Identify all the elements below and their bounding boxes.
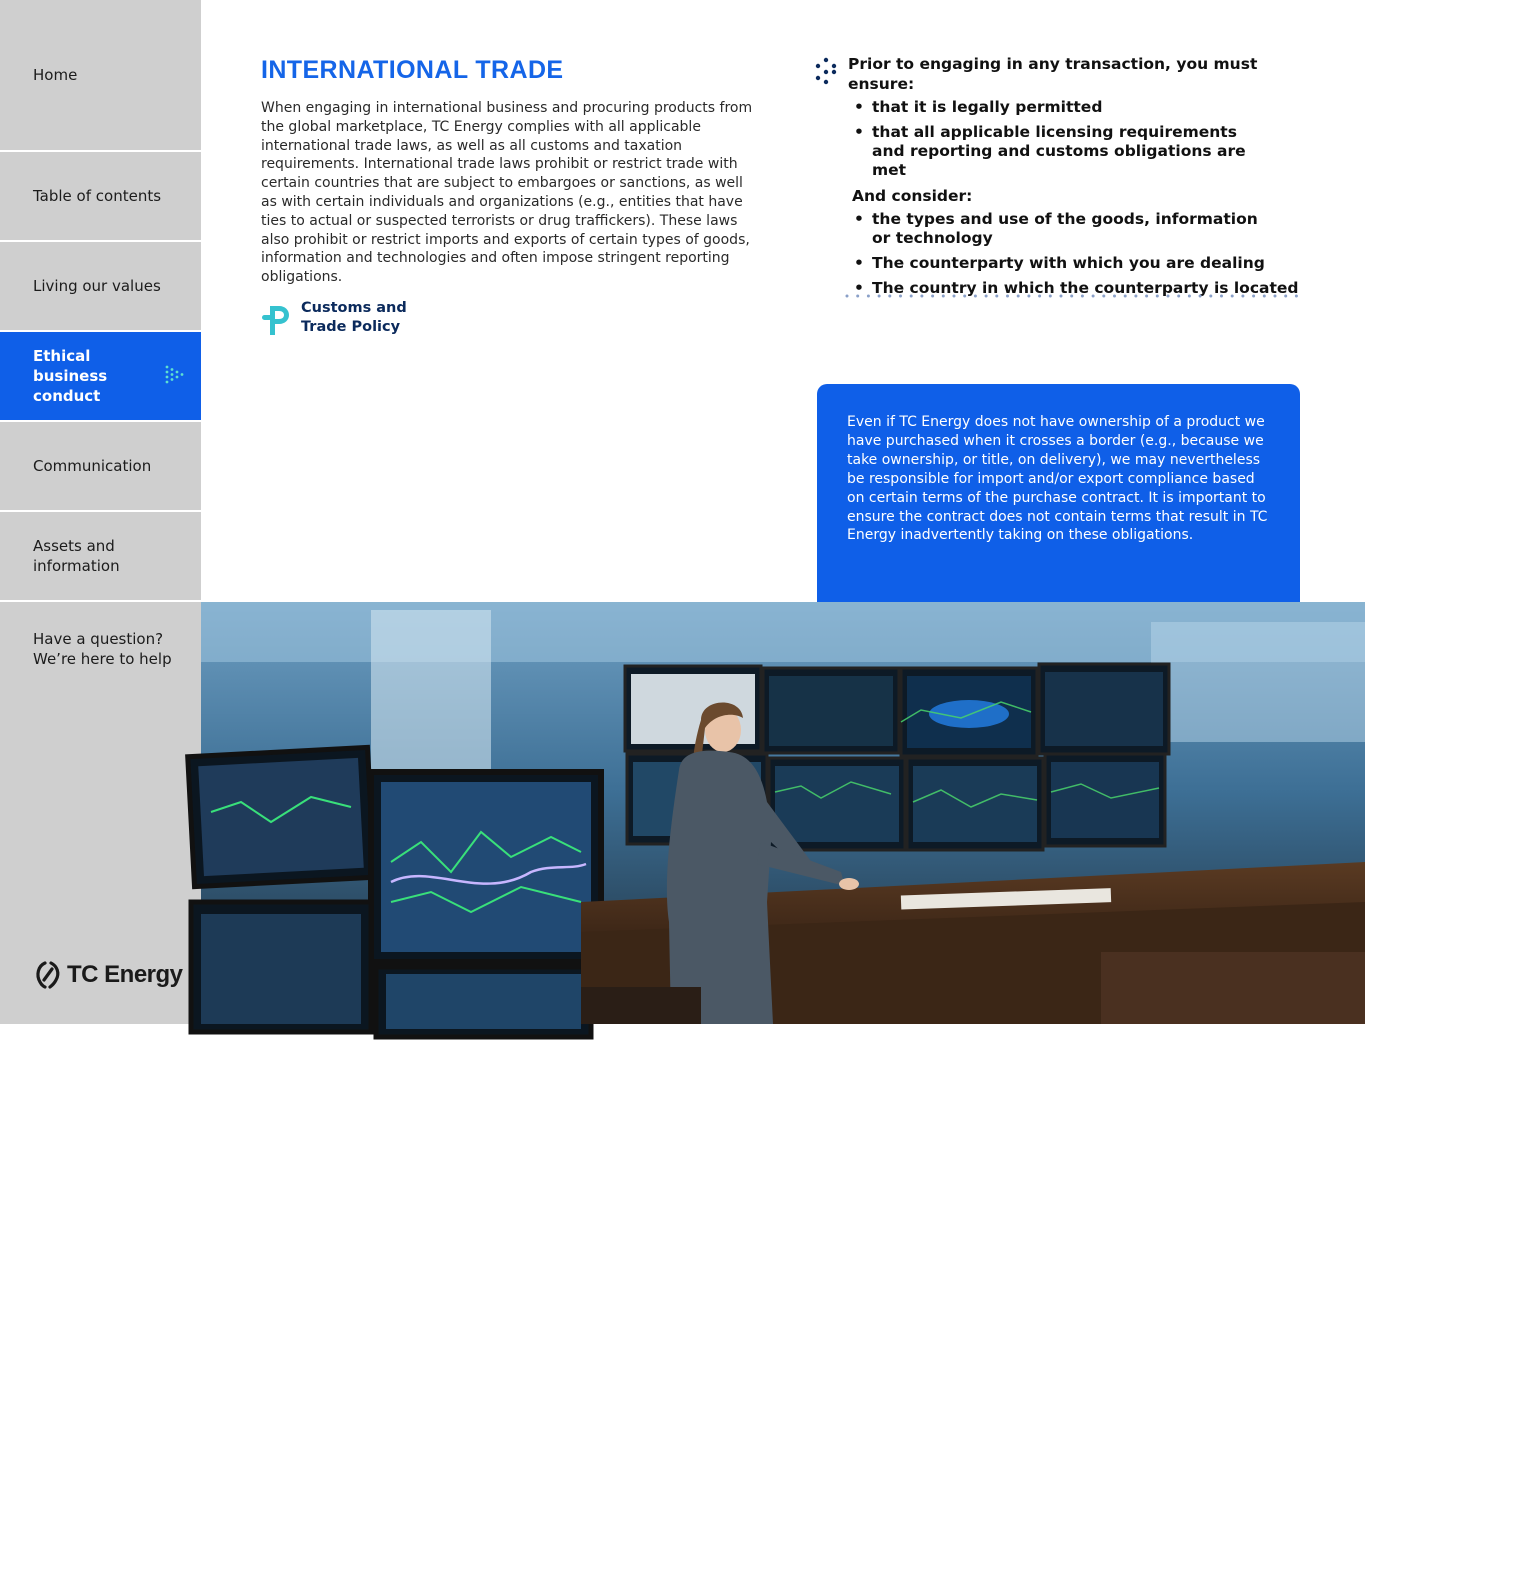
customs-trade-policy-link[interactable] bbox=[261, 299, 407, 338]
list-item: • The counterparty with which you are dealing bbox=[852, 254, 1308, 273]
nav-ethical-business-conduct[interactable] bbox=[0, 332, 201, 422]
nav-label: Ethical business conduct bbox=[33, 347, 108, 405]
checklist-dots-icon bbox=[813, 57, 839, 85]
nav-label: Communication bbox=[33, 457, 152, 475]
nav-label: Assets and information bbox=[33, 537, 120, 575]
ensure-list bbox=[848, 98, 1308, 180]
nav-living-our-values[interactable] bbox=[0, 242, 201, 332]
nav-table-of-contents[interactable] bbox=[0, 152, 201, 242]
list-item: • The country in which the counterparty is located bbox=[852, 279, 1308, 298]
footer-doc-title: Code of Business Ethics Policy bbox=[1327, 1574, 1494, 1587]
footer-separator: – bbox=[1314, 1574, 1328, 1587]
logo-text: TC Energy bbox=[67, 961, 183, 988]
nav-have-a-question[interactable] bbox=[0, 602, 201, 694]
callout-text: Even if TC Energy does not have ownership of a product we have purchased when it crosses a border (e.g., because we take ownership, or title, on delivery), we may nevertheless be responsible for import and/or export compliance based on certain terms of the purchase contract. It is important to ensure the contract does not contain terms that result in TC Energy inadvertently taking on these obligations. bbox=[847, 414, 1268, 544]
nav-home[interactable] bbox=[0, 0, 201, 152]
policy-p-icon bbox=[261, 302, 291, 338]
control-room-photo bbox=[201, 602, 1525, 1587]
consider-list bbox=[848, 210, 1308, 298]
tc-energy-logo[interactable] bbox=[33, 960, 183, 990]
footer-brand: TC Energy bbox=[1252, 1574, 1315, 1587]
list-item: • that all applicable licensing requirements and reporting and customs obligations are met bbox=[852, 123, 1308, 180]
nav-label: Home bbox=[33, 66, 78, 84]
list-item: • that it is legally permitted bbox=[852, 98, 1308, 117]
dotted-divider bbox=[845, 293, 1301, 299]
nav-assets-and-information[interactable] bbox=[0, 512, 201, 602]
sidebar-nav bbox=[0, 0, 201, 1024]
nav-label: Table of contents bbox=[33, 187, 162, 205]
ownership-callout bbox=[817, 384, 1300, 602]
policy-link-line1: Customs and bbox=[301, 300, 407, 316]
page-number: 25 bbox=[1511, 1574, 1525, 1587]
intro-paragraph: When engaging in international business and procuring products from the global marketplace, TC Energy complies with all applicable international trade laws, as well as all customs and taxation requirements. International trade laws prohibit or restrict trade with certain countries that are subject to embargoes or sanctions, as well as with certain individuals and organizations (e.g., entities that have ties to actual or suspected terrorists or drug traffickers). These laws also prohibit or restrict imports and exports of certain types of goods, information and technologies and often impose stringent reporting obligations. bbox=[261, 100, 753, 286]
policy-link-line2: Trade Policy bbox=[301, 319, 401, 335]
checklist-heading: Prior to engaging in any transaction, you must ensure: bbox=[848, 55, 1258, 93]
nav-label: Living our values bbox=[33, 277, 161, 295]
active-arrow-icon bbox=[164, 364, 186, 388]
list-item: • the types and use of the goods, information or technology bbox=[852, 210, 1308, 248]
consider-heading: And consider: bbox=[852, 187, 973, 205]
nav-label: Have a question? We’re here to help bbox=[33, 630, 172, 668]
page-title: INTERNATIONAL TRADE bbox=[261, 56, 564, 84]
tc-energy-swirl-icon bbox=[33, 960, 63, 990]
control-room-illustration bbox=[201, 602, 1365, 1024]
transaction-checklist bbox=[848, 54, 1308, 304]
nav-communication[interactable] bbox=[0, 422, 201, 512]
page-footer bbox=[1252, 1574, 1525, 1587]
